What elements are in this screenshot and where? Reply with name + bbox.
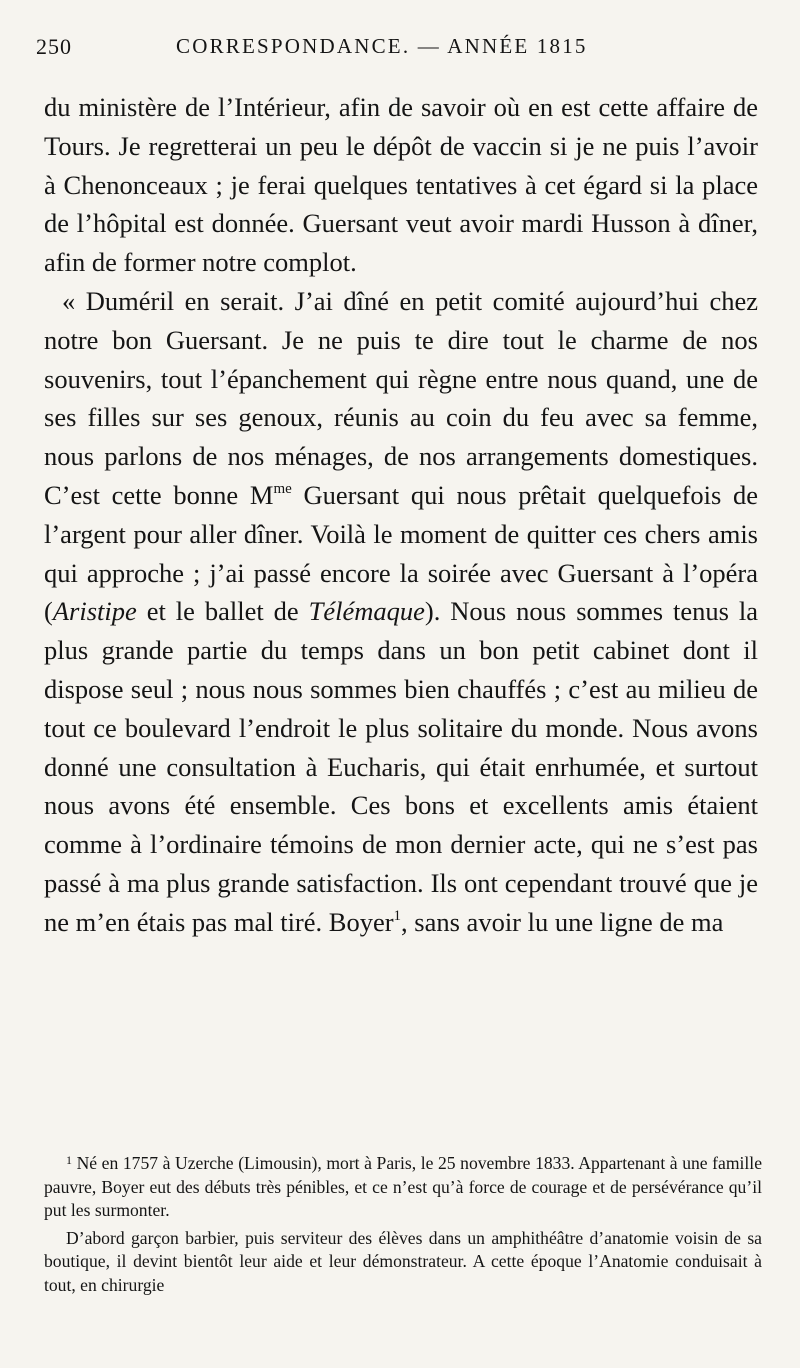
body-text xyxy=(44,88,758,942)
paragraph-1: du ministère de l’Intérieur, afin de savoir où en est cette affaire de Tours. Je regretterai un peu le dépôt de vaccin si je ne puis l’avoir à Chenonceaux ; je ferai quelques tentatives à cet égard si la place de l’hôpital est donnée. Guersant veut avoir mardi Husson à dîner, afin de former notre complot. xyxy=(44,92,758,278)
paragraph-2-part-e: , sans avoir lu une ligne de ma xyxy=(401,906,724,937)
footnote-1-mark: 1 xyxy=(66,1153,72,1167)
paragraph-2-part-d: ). Nous nous sommes tenus la plus grande partie du temps dans un bon petit cabinet dont il dispose seul ; nous nous sommes bien chauffés ; c’est au milieu de tout ce boulevard l’endroit le plus solitaire du monde. Nous avons donné une consultation à Eucharis, qui était enrhumée, et surtout nous avons été ensemble. Ces bons et excellents amis étaient comme à l’ordinaire témoins de mon dernier acte, qui ne s’est pas passé à ma plus grande satisfaction. Ils ont cependant trouvé que je ne m’en étais pas mal tiré. Boyer xyxy=(44,596,759,937)
paragraph-2 xyxy=(44,282,758,942)
footnote-1-text: Né en 1757 à Uzerche (Limousin), mort à Paris, le 25 novembre 1833. Appartenant à une famille pauvre, Boyer eut des débuts très pénibles, et ce n’est qu’à force de courage et de persévérance qu’il put les surmonter. xyxy=(44,1153,762,1221)
page-number: 250 xyxy=(36,34,72,59)
paragraph-2-part-a: « Duméril en serait. J’ai dîné en petit comité aujourd’hui chez notre bon Guersant. Je ne puis te dire tout le charme de nos souvenirs, tout l’épanchement qui règne entre nous quand, une de ses filles sur ses genoux, réunis au coin du feu avec sa femme, nous parlons de nos ménages, de nos arrangements domestiques. C’est cette bonne M xyxy=(44,285,758,510)
running-title: CORRESPONDANCE. — ANNÉE 1815 xyxy=(176,34,588,58)
footnote-reference: 1 xyxy=(393,907,402,924)
paragraph-2-part-c: et le ballet de xyxy=(136,596,309,627)
paragraph-2-part-b: Guersant qui nous prêtait quelquefois de l’argent pour aller dîner. Voilà le moment de quitter ces chers amis qui approche ; j’ai passé encore la soirée avec Guersant à l’opéra ( xyxy=(44,479,758,627)
footnote-1-continuation: D’abord garçon barbier, puis serviteur des élèves dans un amphithéâtre d’anatomie voisin de sa boutique, il devint bientôt leur aide et leur démonstrateur. A cette époque l’Anatomie conduisait à tout, en chirurgie xyxy=(44,1227,762,1295)
title-aristipe: Aristipe xyxy=(52,596,137,627)
title-telemaque: Télémaque xyxy=(308,596,425,627)
footnotes xyxy=(44,1152,762,1298)
footnote-1 xyxy=(44,1152,762,1223)
page-header xyxy=(36,34,766,66)
mme-superscript: me xyxy=(273,480,292,497)
